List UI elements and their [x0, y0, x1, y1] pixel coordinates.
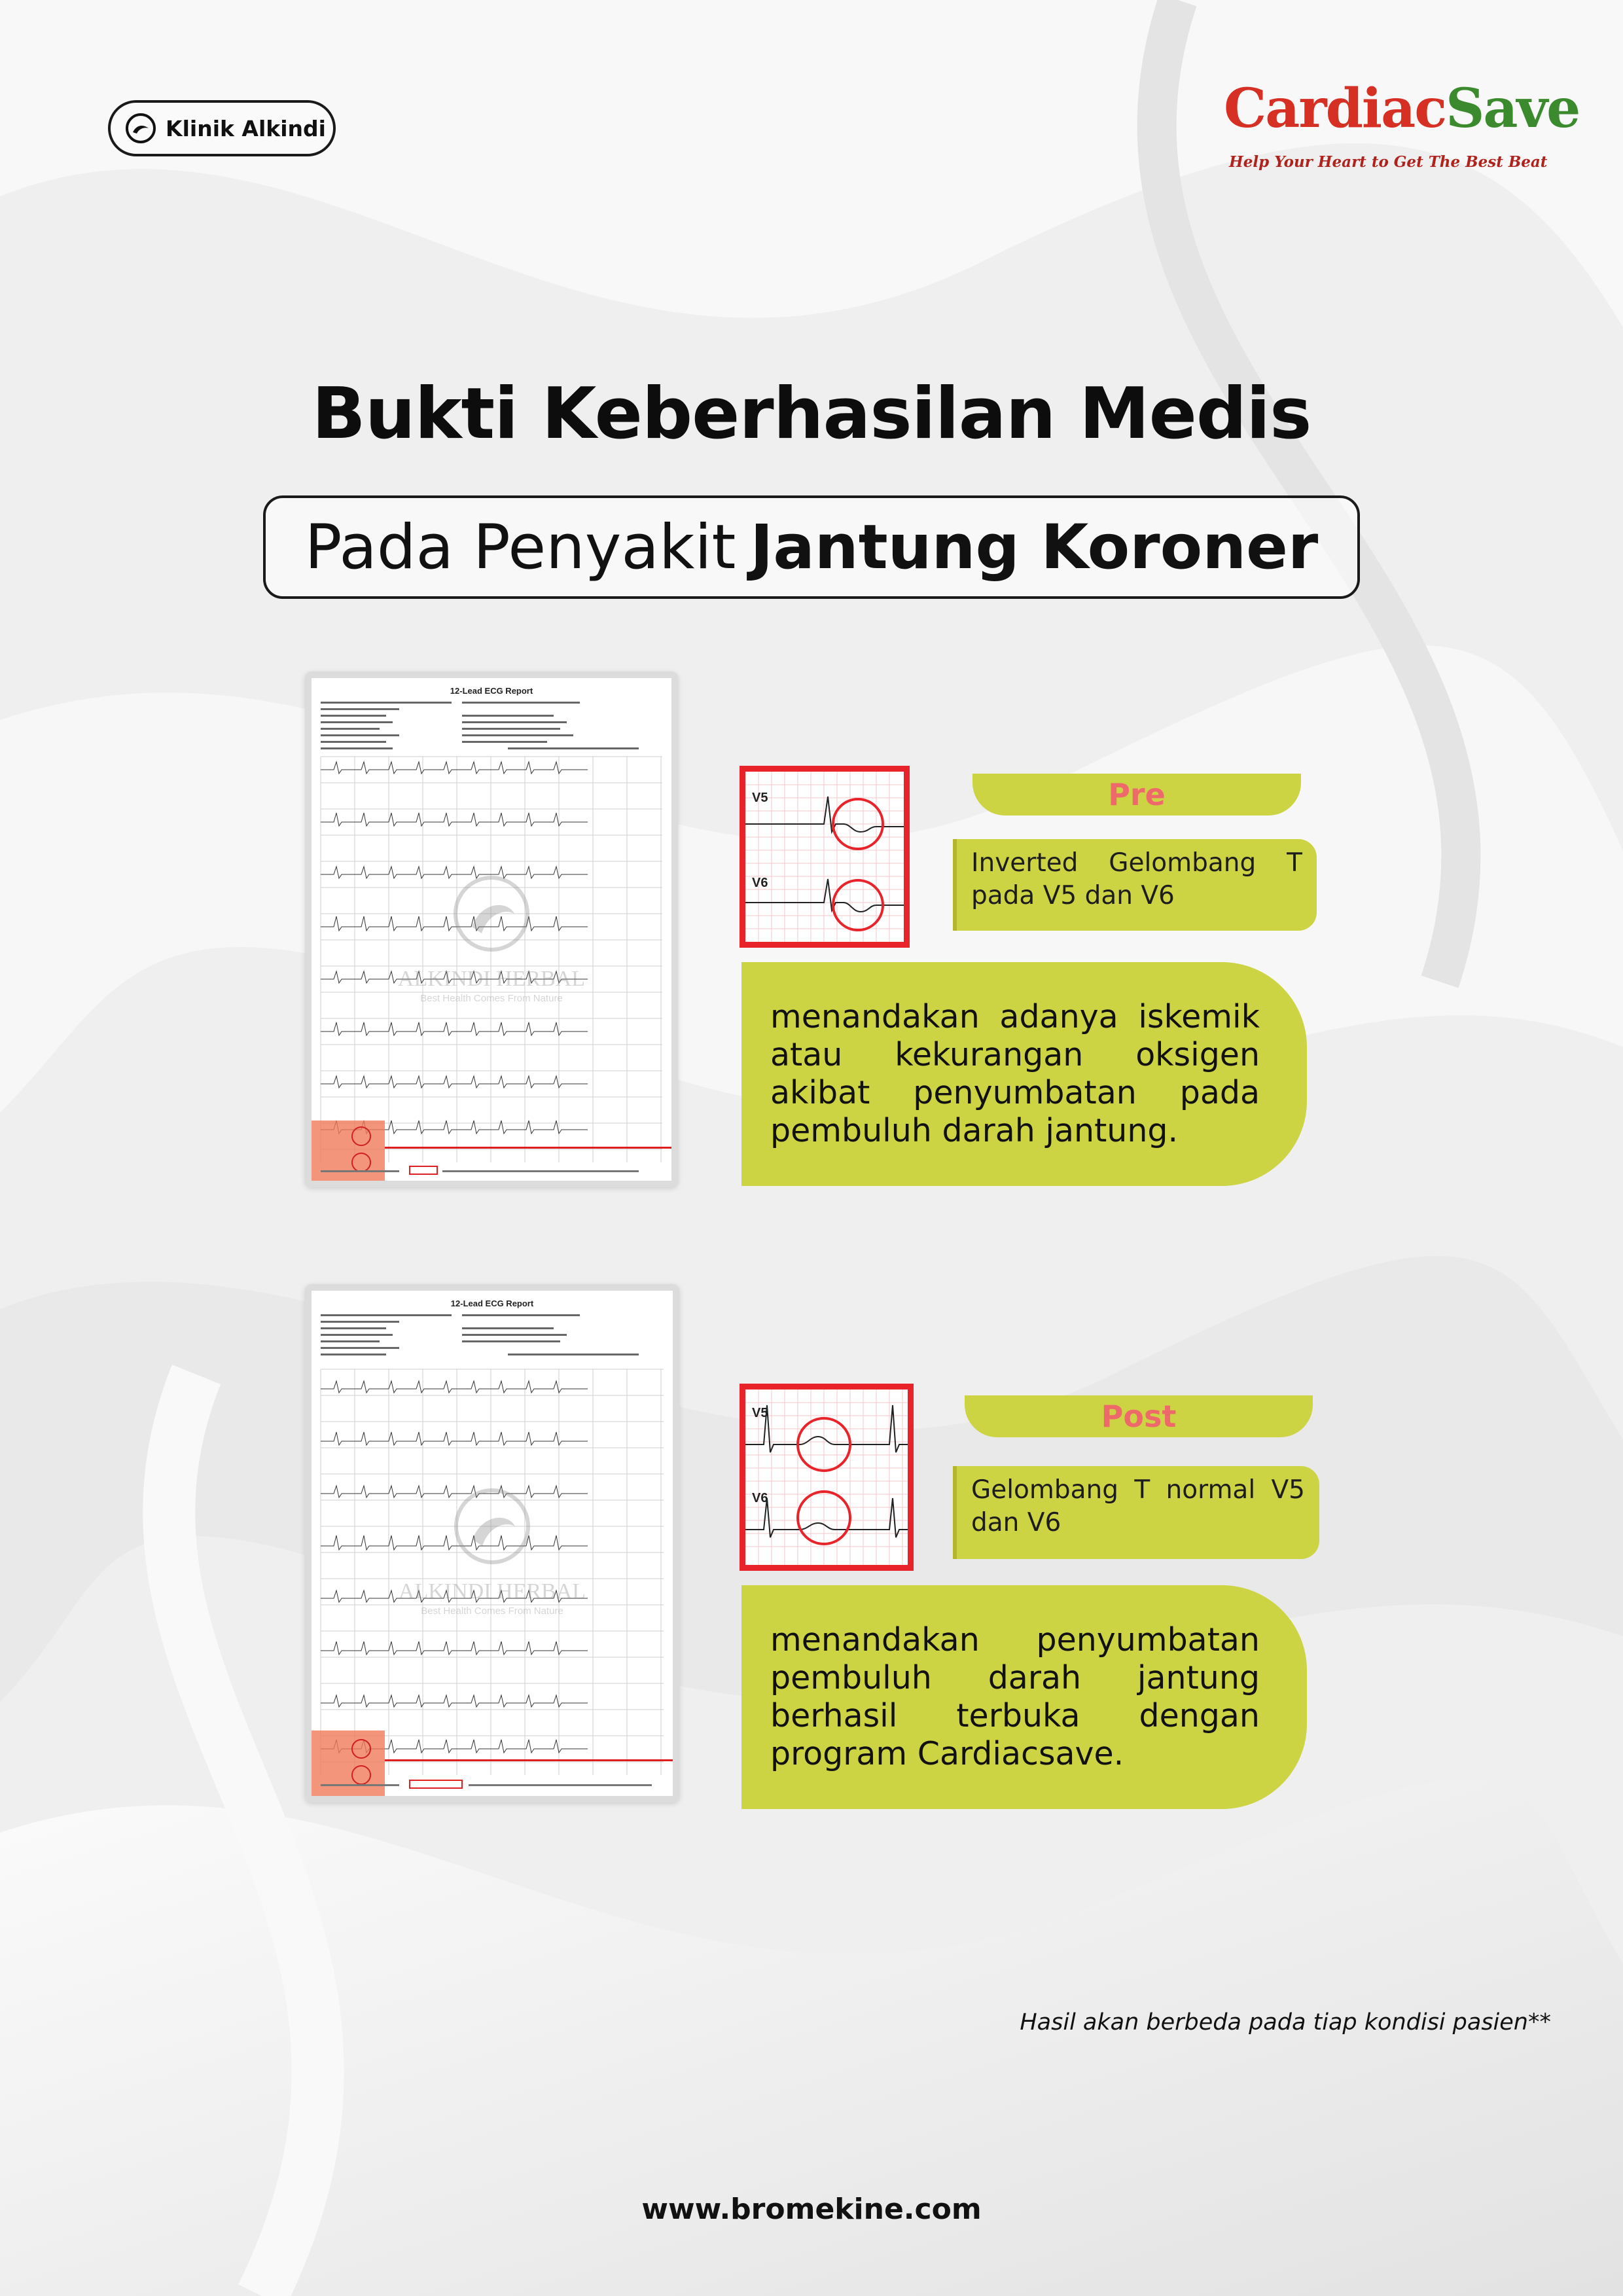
post-report-title: 12-Lead ECG Report: [450, 1299, 534, 1308]
pre-note: Inverted Gelombang T pada V5 dan V6: [953, 839, 1317, 931]
pre-description-text: menandakan adanya iskemik atau kekurangan oksigen akibat penyumbatan pada pembuluh darah jantung.: [770, 998, 1260, 1149]
post-note: Gelombang T normal V5 dan V6: [953, 1466, 1319, 1559]
post-description: [741, 1585, 1307, 1809]
post-watermark-sub: Best Health Comes From Nature: [421, 1605, 563, 1617]
pre-watermark-sub: Best Health Comes From Nature: [420, 993, 563, 1004]
pre-watermark: ALKINDI HERBAL: [397, 967, 586, 991]
clinic-badge: [108, 100, 336, 156]
website-url[interactable]: www.bromekine.com: [641, 2193, 982, 2226]
clinic-name: Klinik Alkindi: [166, 115, 326, 141]
post-description-text: menandakan penyumbatan pembuluh darah jantung berhasil terbuka dengan program Cardiacsave.: [770, 1621, 1260, 1772]
pre-report-title: 12-Lead ECG Report: [450, 686, 533, 696]
brand-part2: Save: [1446, 77, 1580, 140]
subtitle-box: [263, 495, 1360, 599]
pre-zoom-crop: [740, 766, 910, 948]
brand-part1: Cardiac: [1224, 77, 1446, 140]
post-lead-v6-label: V6: [752, 1491, 768, 1505]
pre-description: [741, 962, 1307, 1186]
post-lead-v5-label: V5: [752, 1406, 768, 1420]
subtitle-bold: Jantung Koroner: [750, 511, 1319, 583]
clinic-logo-icon: [125, 113, 156, 144]
pre-ecg-report: [305, 672, 678, 1187]
pre-lead-v6-label: V6: [752, 876, 768, 890]
subtitle-regular: Pada Penyakit: [304, 511, 736, 583]
post-ecg-report: [305, 1284, 679, 1803]
pre-tag: Pre: [972, 774, 1301, 816]
post-zoom-crop: [740, 1384, 914, 1571]
cardiacsave-logo: [1217, 77, 1580, 188]
pre-lead-v5-label: V5: [752, 791, 768, 805]
post-tag: Post: [965, 1395, 1313, 1437]
brand-tagline: Help Your Heart to Get The Best Beat: [1229, 153, 1548, 171]
page-title: Bukti Keberhasilan Medis: [312, 373, 1311, 455]
post-watermark: ALKINDI HERBAL: [398, 1579, 586, 1604]
disclaimer: Hasil akan berbeda pada tiap kondisi pasien**: [1020, 2009, 1551, 2036]
